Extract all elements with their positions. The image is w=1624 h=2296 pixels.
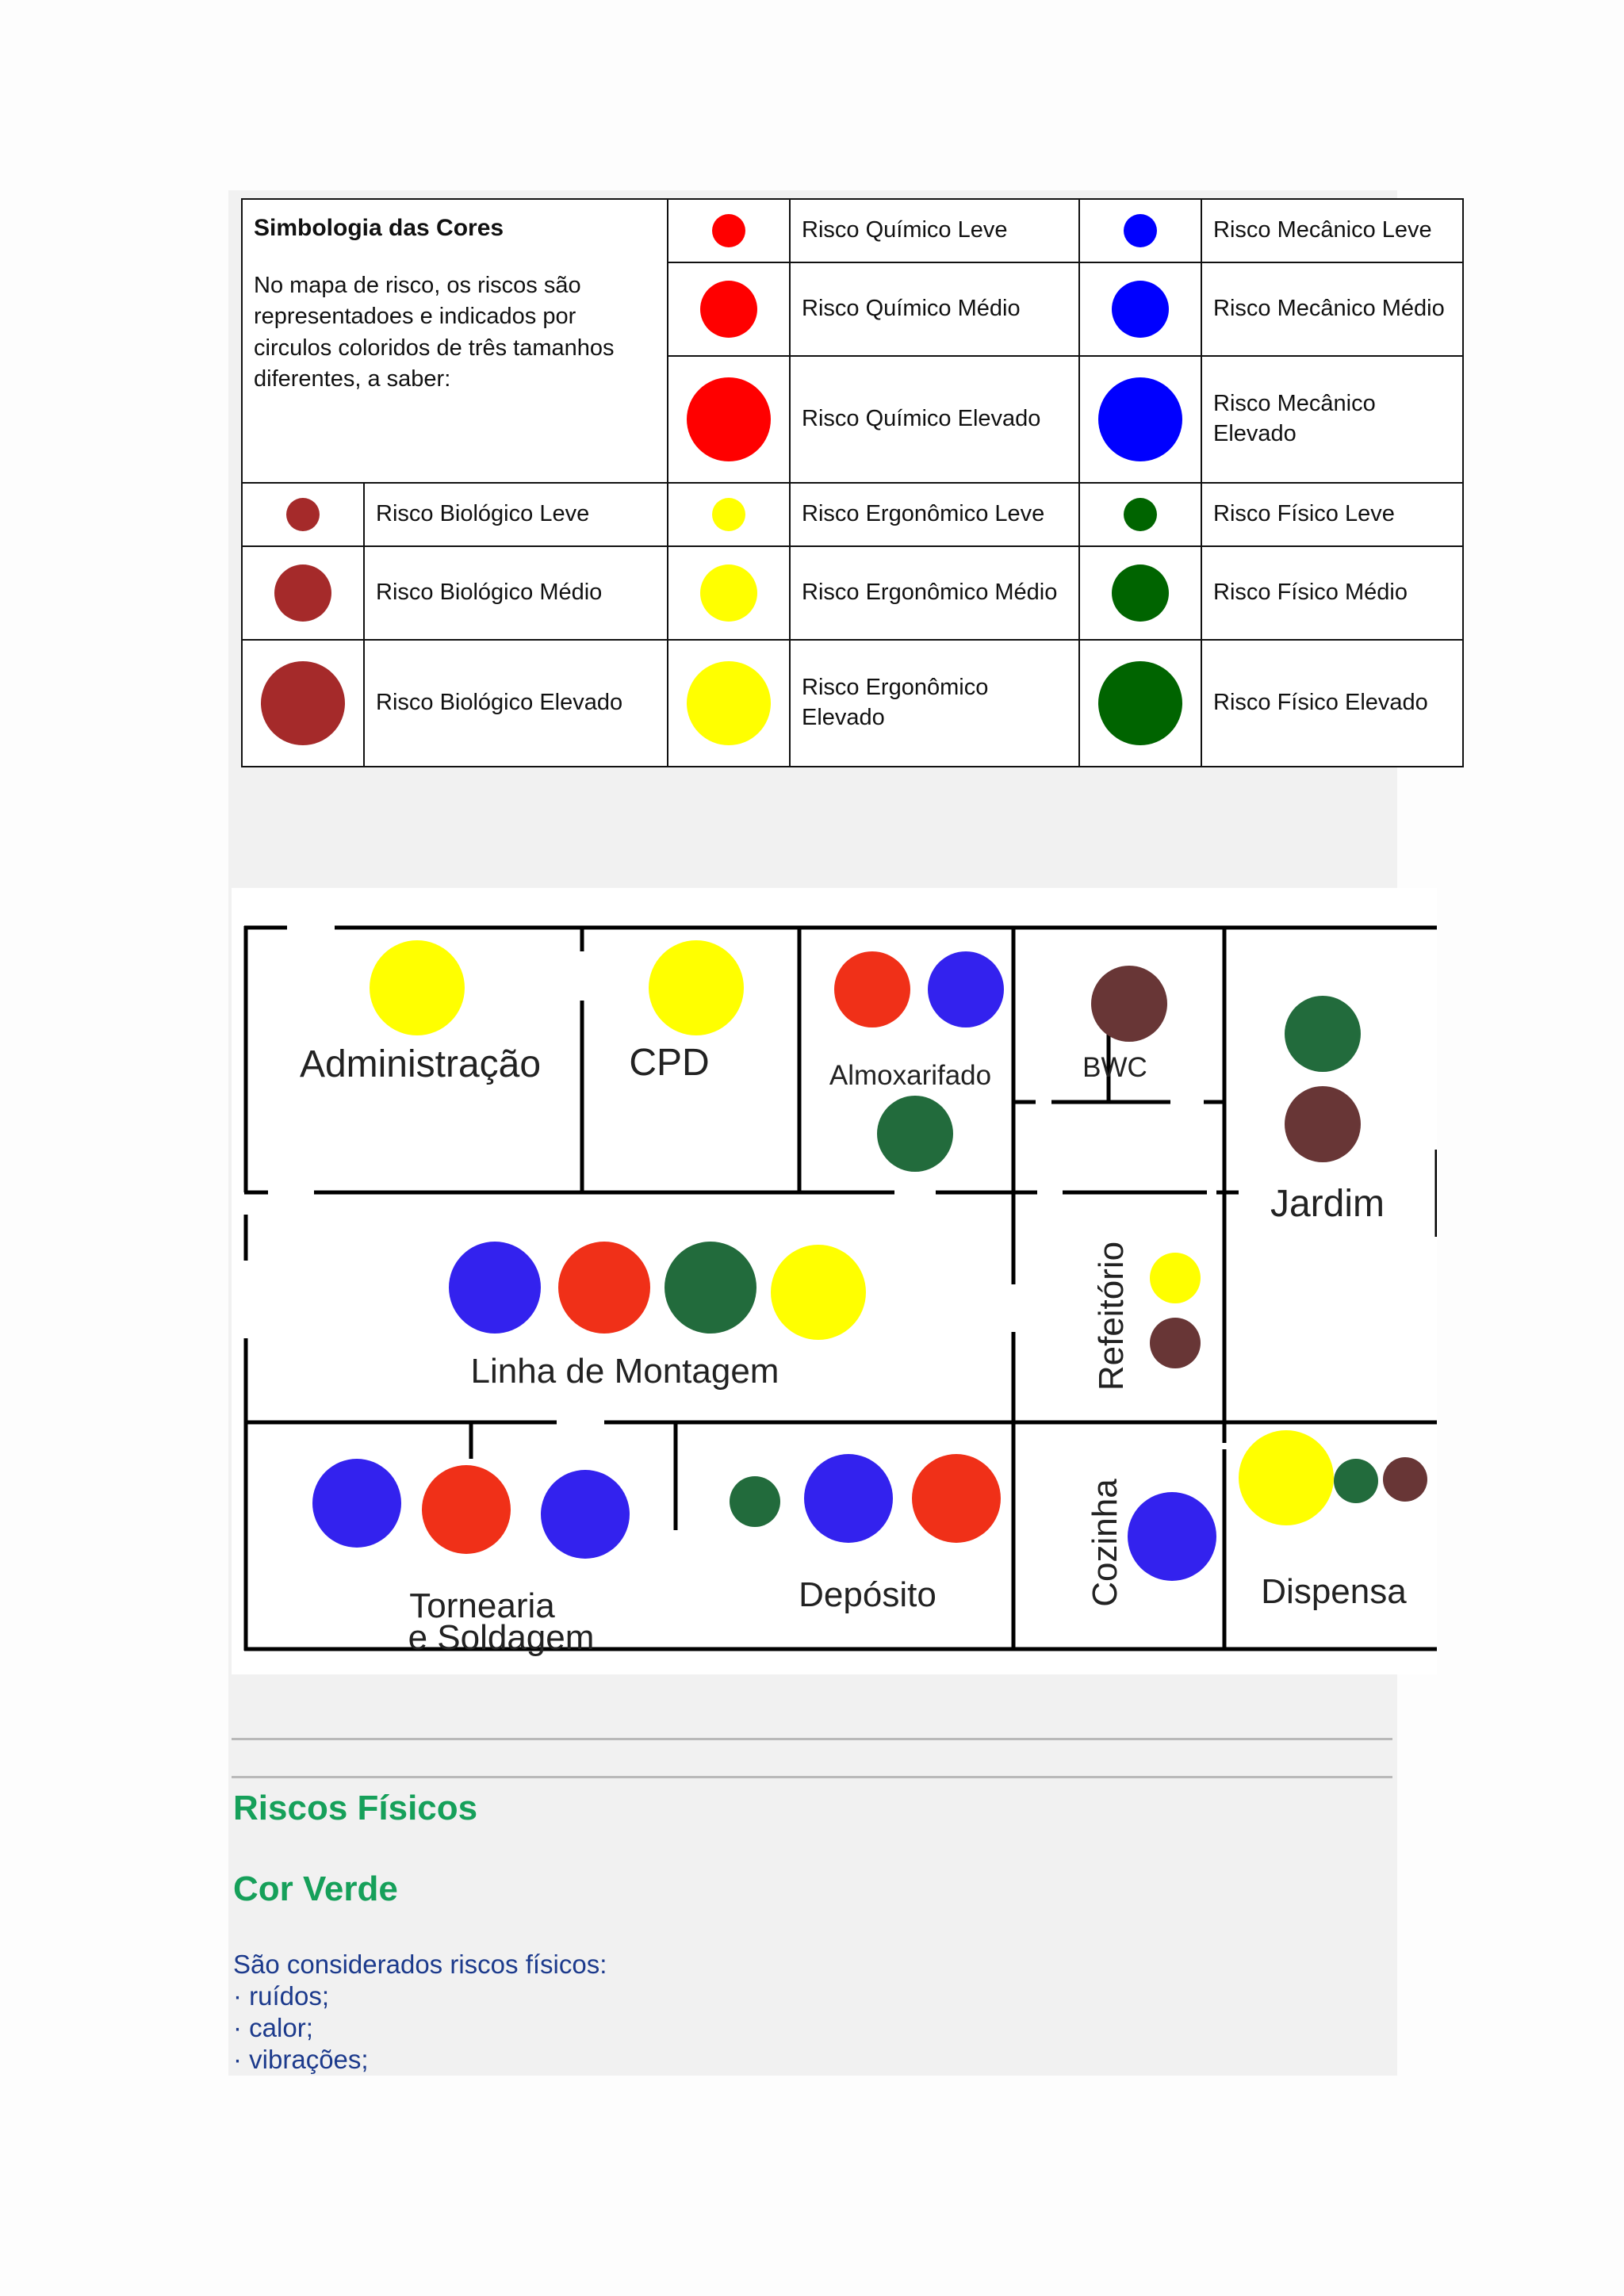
biological-risk-low-label: Risco Biológico Leve xyxy=(364,483,668,546)
biological-risk-marker xyxy=(1383,1457,1427,1502)
room-label-administracao: Administração xyxy=(299,1043,542,1085)
legend-description: No mapa de risco, os riscos são representadoes e indicados por circulos coloridos de três tamanhos diferentes, a saber: xyxy=(254,273,615,392)
biological-risk-medium-circle xyxy=(274,564,331,622)
room-label-almoxarifado: Almoxarifado xyxy=(829,1060,992,1091)
mechanical-risk-marker xyxy=(312,1459,401,1548)
mechanical-risk-high-label: Risco Mecânico Elevado xyxy=(1201,356,1463,483)
ergonomic-risk-marker xyxy=(1239,1430,1334,1525)
section-subheading-cor-verde: Cor Verde xyxy=(233,1869,398,1908)
chemical-risk-marker xyxy=(912,1454,1001,1543)
ergonomic-risk-low-label: Risco Ergonômico Leve xyxy=(790,483,1079,546)
chemical-risk-high-label: Risco Químico Elevado xyxy=(790,356,1079,483)
ergonomic-risk-marker xyxy=(771,1245,866,1340)
floor-plan-drawing xyxy=(232,888,1437,1674)
ergonomic-risk-high-label: Risco Ergonômico Elevado xyxy=(790,640,1079,767)
biological-risk-marker xyxy=(1091,966,1167,1042)
physical-risk-marker xyxy=(1285,996,1361,1072)
mechanical-risk-marker xyxy=(1128,1492,1216,1581)
room-label-jardim: Jardim xyxy=(1270,1183,1385,1225)
physical-risks-paragraph xyxy=(233,1949,607,2076)
biological-risk-large-circle xyxy=(261,661,345,745)
physical-risk-small-circle xyxy=(1124,498,1157,531)
ergonomic-risk-marker xyxy=(370,940,465,1035)
room-label-cpd: CPD xyxy=(629,1042,710,1084)
horizontal-rule xyxy=(232,1738,1392,1740)
chemical-risk-marker xyxy=(558,1242,650,1334)
mechanical-risk-large-circle xyxy=(1098,377,1182,461)
mechanical-risk-marker xyxy=(928,951,1004,1027)
chemical-risk-small-circle xyxy=(712,214,745,247)
chemical-risk-low-label: Risco Químico Leve xyxy=(790,199,1079,262)
ergonomic-risk-large-circle xyxy=(687,661,771,745)
chemical-risk-marker xyxy=(422,1465,511,1554)
physical-risk-marker xyxy=(665,1242,756,1334)
ergonomic-risk-marker xyxy=(1150,1253,1201,1303)
list-item: · ruídos; xyxy=(233,1980,607,2012)
biological-risk-medium-label: Risco Biológico Médio xyxy=(364,546,668,640)
room-label-dispensa: Dispensa xyxy=(1261,1572,1407,1611)
section-heading-riscos-fisicos: Riscos Físicos xyxy=(233,1789,478,1827)
mechanical-risk-small-circle xyxy=(1124,214,1157,247)
mechanical-risk-medium-circle xyxy=(1112,281,1169,338)
chemical-risk-medium-label: Risco Químico Médio xyxy=(790,262,1079,356)
room-label-soldagem: e Soldagem xyxy=(408,1618,595,1657)
room-label-refeitorio: Refeitório xyxy=(1092,1241,1131,1391)
room-label-tornearia: Tornearia xyxy=(409,1586,555,1625)
physical-risk-medium-label: Risco Físico Médio xyxy=(1201,546,1463,640)
chemical-risk-medium-circle xyxy=(700,281,757,338)
mechanical-risk-marker xyxy=(541,1470,630,1559)
room-label-bwc: BWC xyxy=(1082,1052,1147,1083)
room-label-deposito: Depósito xyxy=(799,1575,936,1614)
mechanical-risk-medium-label: Risco Mecânico Médio xyxy=(1201,262,1463,356)
legend-title: Simbologia das Cores xyxy=(254,215,504,241)
physical-risk-large-circle xyxy=(1098,661,1182,745)
mechanical-risk-marker xyxy=(804,1454,893,1543)
room-label-linha-de-montagem: Linha de Montagem xyxy=(470,1352,779,1391)
mechanical-risk-marker xyxy=(449,1242,541,1334)
physical-risk-low-label: Risco Físico Leve xyxy=(1201,483,1463,546)
ergonomic-risk-medium-label: Risco Ergonômico Médio xyxy=(790,546,1079,640)
ergonomic-risk-medium-circle xyxy=(700,564,757,622)
biological-risk-small-circle xyxy=(286,498,320,531)
ergonomic-risk-small-circle xyxy=(712,498,745,531)
biological-risk-marker xyxy=(1285,1086,1361,1162)
biological-risk-marker xyxy=(1150,1318,1201,1368)
room-label-cozinha: Cozinha xyxy=(1086,1479,1124,1607)
risk-map-floor-plan xyxy=(232,888,1437,1674)
legend-intro-cell xyxy=(242,199,668,483)
physical-risk-marker xyxy=(1334,1459,1378,1503)
physical-risk-high-label: Risco Físico Elevado xyxy=(1201,640,1463,767)
physical-risk-marker xyxy=(730,1476,780,1527)
biological-risk-high-label: Risco Biológico Elevado xyxy=(364,640,668,767)
list-item: · vibrações; xyxy=(233,2044,607,2076)
mechanical-risk-low-label: Risco Mecânico Leve xyxy=(1201,199,1463,262)
color-legend-table xyxy=(241,198,1462,767)
horizontal-rule xyxy=(232,1776,1392,1778)
chemical-risk-large-circle xyxy=(687,377,771,461)
chemical-risk-marker xyxy=(834,951,910,1027)
physical-risk-marker xyxy=(877,1096,953,1172)
physical-risks-intro: São considerados riscos físicos: xyxy=(233,1950,607,1979)
physical-risk-medium-circle xyxy=(1112,564,1169,622)
list-item: · calor; xyxy=(233,2012,607,2044)
ergonomic-risk-marker xyxy=(649,940,744,1035)
physical-risks-list xyxy=(233,1980,607,2076)
